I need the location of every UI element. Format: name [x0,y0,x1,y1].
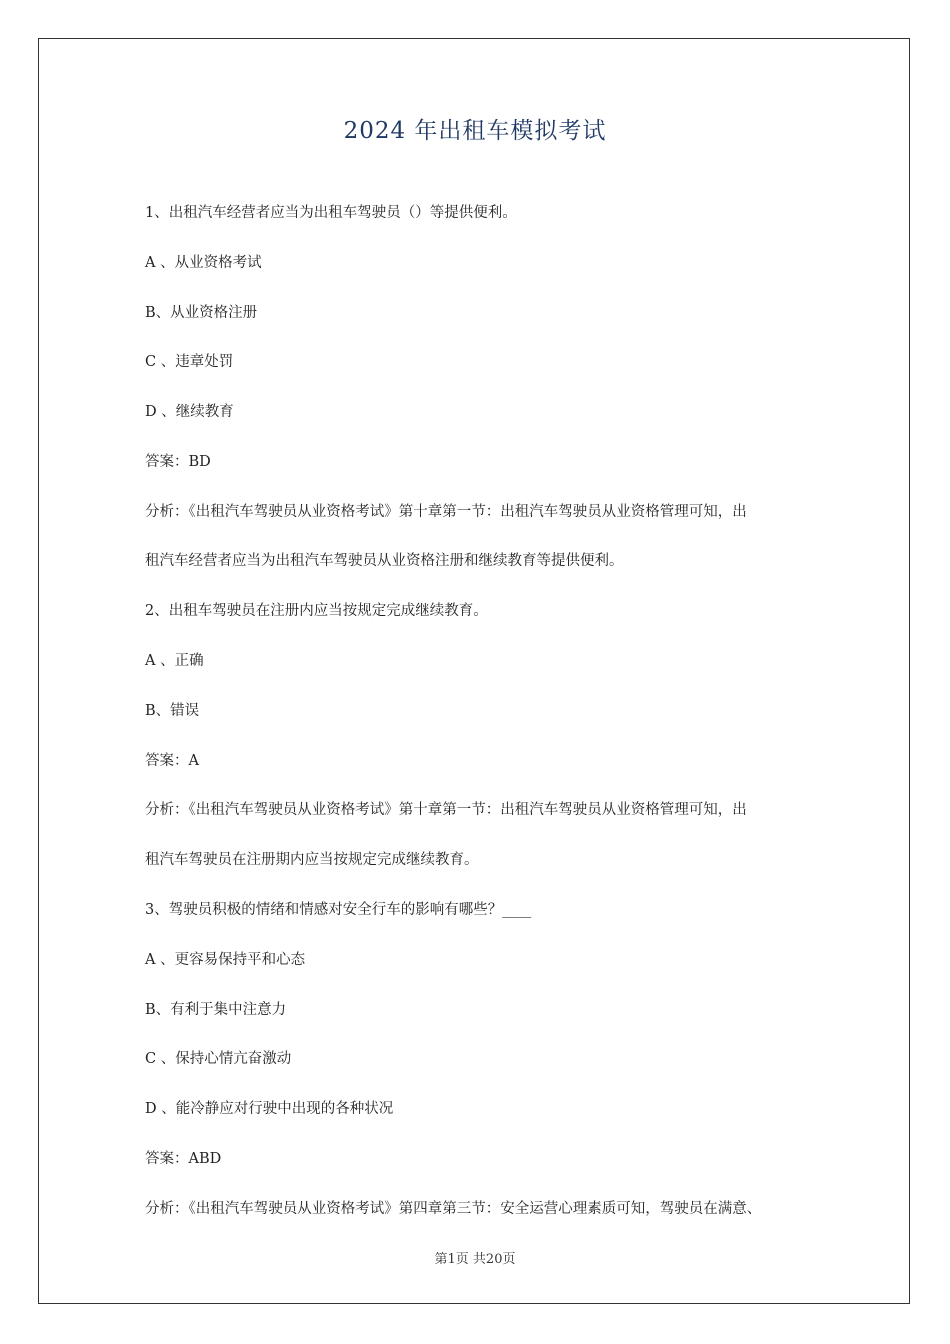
option-3b: B、有利于集中注意力 [145,1002,287,1018]
option-3c: C 、保持心情亢奋激动 [145,1051,292,1067]
answer-2: 答案：A [145,753,199,769]
option-2b: B、错误 [145,703,200,719]
option-3d: D 、能冷静应对行驶中出现的各种状况 [145,1101,394,1117]
analysis-1-line-1: 分析：《出租汽车驾驶员从业资格考试》第十章第一节：出租汽车驾驶员从业资格管理可知，出 [145,504,747,520]
analysis-3-line-1: 分析：《出租汽车驾驶员从业资格考试》第四章第三节：安全运营心理素质可知，驾驶员在满意、 [145,1201,762,1217]
option-1a: A 、从业资格考试 [145,255,262,271]
document-title: 2024 年出租车模拟考试 [343,118,607,144]
analysis-2-line-2: 租汽车驾驶员在注册期内应当按规定完成继续教育。 [145,852,479,868]
option-1d: D 、继续教育 [145,404,234,420]
option-3a: A 、更容易保持平和心态 [145,952,306,968]
answer-1: 答案：BD [145,454,211,470]
question-3: 3、驾驶员积极的情绪和情感对安全行车的影响有哪些？____ [145,902,532,918]
question-1: 1、出租汽车经营者应当为出租车驾驶员（）等提供便利。 [145,205,517,221]
option-2a: A 、正确 [145,653,204,669]
page-footer: 第1页 共20页 [434,1252,516,1267]
option-1c: C 、违章处罚 [145,354,234,370]
answer-3: 答案：ABD [145,1151,222,1167]
analysis-1-line-2: 租汽车经营者应当为出租汽车驾驶员从业资格注册和继续教育等提供便利。 [145,553,624,569]
option-1b: B、从业资格注册 [145,305,258,321]
question-2: 2、出租车驾驶员在注册内应当按规定完成继续教育。 [145,603,488,619]
analysis-2-line-1: 分析：《出租汽车驾驶员从业资格考试》第十章第一节：出租汽车驾驶员从业资格管理可知，出 [145,802,747,818]
